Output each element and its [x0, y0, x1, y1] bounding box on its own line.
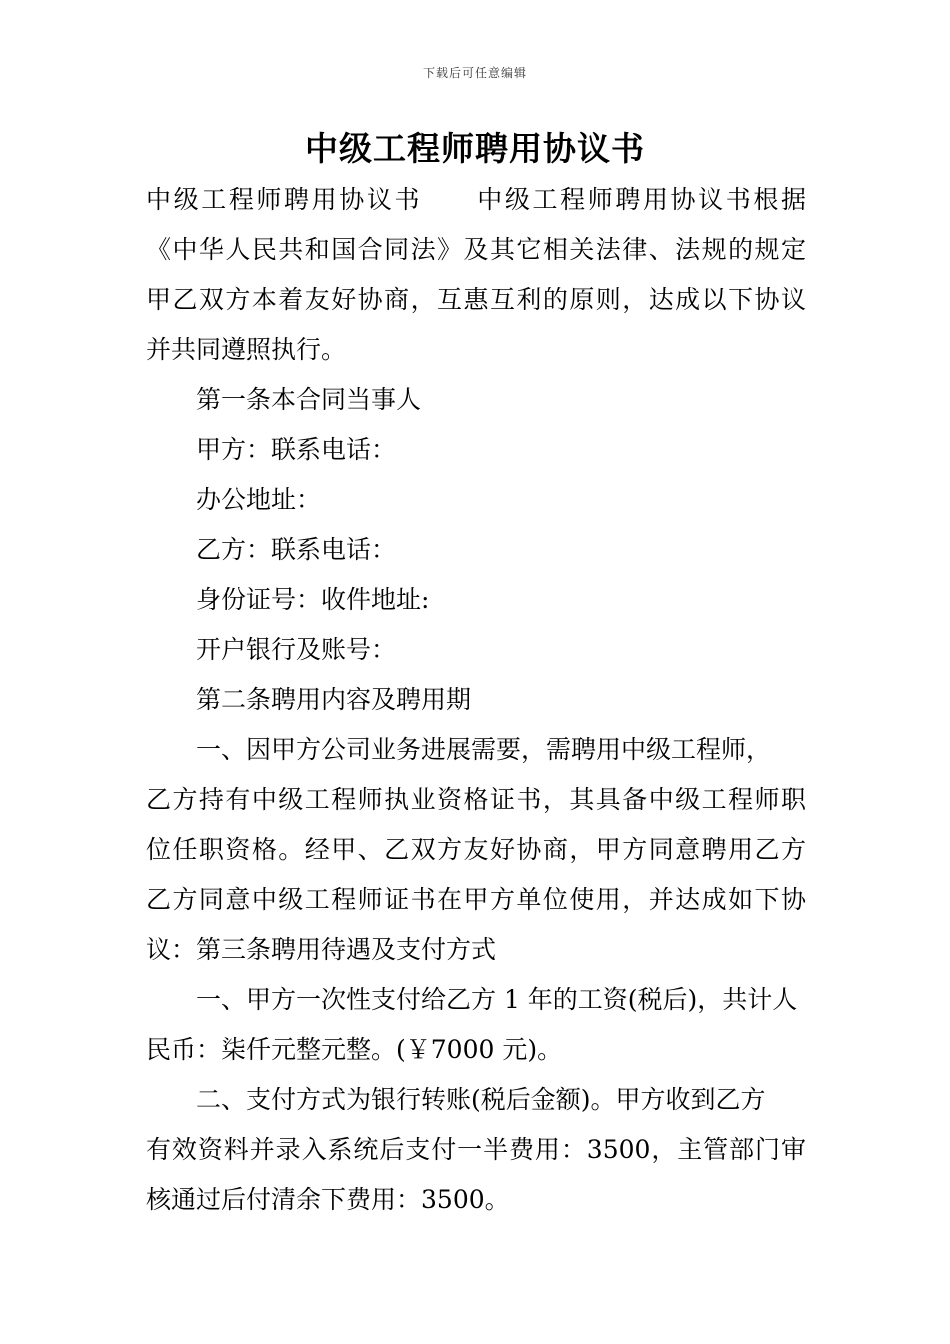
- body-line: 并共同遵照执行。: [146, 335, 347, 364]
- document-body: [146, 175, 808, 1225]
- body-line: 乙方持有中级工程师执业资格证书，其具备中级工程师职: [146, 785, 806, 814]
- body-line: 议：第三条聘用待遇及支付方式: [146, 935, 497, 964]
- body-line: 甲乙双方本着友好协商，互惠互利的原则，达成以下协议: [146, 285, 806, 314]
- body-line: 位任职资格。经甲、乙双方友好协商，甲方同意聘用乙方: [146, 835, 806, 864]
- article-heading: 第一条本合同当事人: [196, 385, 422, 414]
- body-line: 核通过后付清余下费用：3500。: [146, 1185, 510, 1214]
- body-line: 民币：柒仟元整元整。(￥7000 元)。: [146, 1035, 563, 1064]
- body-line: 有效资料并录入系统后支付一半费用：3500，主管部门审: [146, 1135, 806, 1164]
- body-line: 《中华人民共和国合同法》及其它相关法律、法规的规定: [146, 235, 806, 264]
- header-note: 下载后可任意编辑: [422, 66, 527, 80]
- body-line: 中级工程师聘用协议书 中级工程师聘用协议书根据: [146, 185, 806, 214]
- document-title: 中级工程师聘用协议书: [305, 129, 645, 168]
- office-address-field: 办公地址：: [196, 485, 322, 514]
- body-line: 一、甲方一次性支付给乙方 1 年的工资(税后)，共计人: [196, 985, 798, 1014]
- article-heading: 第二条聘用内容及聘用期: [196, 685, 472, 714]
- party-b-field: 乙方：联系电话：: [196, 535, 397, 564]
- body-line: 乙方同意中级工程师证书在甲方单位使用，并达成如下协: [146, 885, 806, 914]
- bank-account-field: 开户银行及账号：: [196, 635, 397, 664]
- party-a-field: 甲方：联系电话：: [196, 435, 397, 464]
- body-line: 二、支付方式为银行转账(税后金额)。甲方收到乙方: [196, 1085, 766, 1114]
- body-line: 一、因甲方公司业务进展需要，需聘用中级工程师，: [196, 735, 772, 764]
- id-number-field: 身份证号：收件地址:: [196, 585, 430, 614]
